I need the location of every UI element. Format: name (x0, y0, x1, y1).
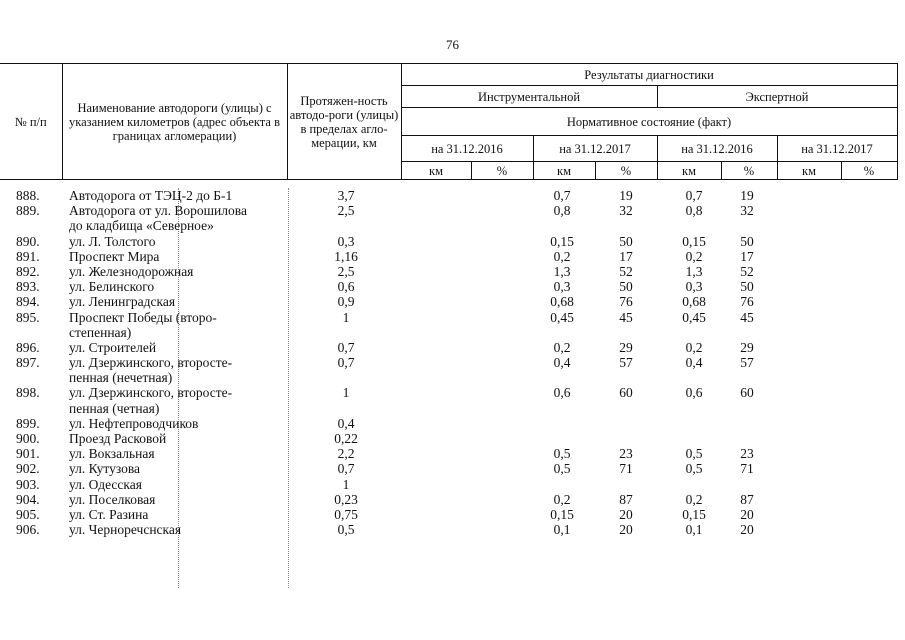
cell-ipct: 76 (619, 294, 633, 310)
cell-ikm: 0,5 (553, 446, 571, 462)
cell-road-name: ул. Поселковая (69, 491, 156, 507)
header-instrumental: Инструментальной (401, 86, 657, 108)
cell-ipct: 19 (619, 188, 633, 203)
cell-ekm: 0,2 (685, 248, 703, 264)
cell-ikm: 0,7 (553, 188, 571, 203)
cell-num: 901. (16, 446, 40, 462)
cell-epct: 23 (740, 446, 754, 462)
cell-road-name: Автодорога от ТЭЦ-2 до Б-1 (69, 188, 233, 203)
cell-epct: 20 (740, 507, 754, 522)
cell-len: 1 (342, 385, 350, 401)
header-expert: Экспертной (657, 86, 897, 108)
header-unit-pct: % (721, 162, 777, 180)
cell-len: 0,6 (337, 279, 355, 295)
cell-road-name: пенная (четная) (69, 400, 160, 416)
cell-ekm: 0,2 (685, 491, 703, 507)
cell-ipct: 23 (619, 446, 633, 462)
table-row (0, 431, 905, 446)
cell-ipct: 52 (619, 263, 633, 279)
cell-ekm: 0,5 (685, 446, 703, 462)
cell-epct: 50 (740, 279, 754, 295)
cell-epct: 19 (740, 188, 754, 203)
cell-num: 889. (16, 203, 40, 219)
cell-epct: 71 (740, 461, 754, 477)
header-results: Результаты диагностики (401, 64, 897, 86)
cell-len: 1 (342, 476, 350, 492)
cell-ikm: 0,1 (553, 522, 571, 538)
cell-num: 904. (16, 491, 40, 507)
cell-ipct: 17 (619, 248, 633, 264)
cell-ekm: 0,3 (685, 279, 703, 295)
cell-road-name: ул. Л. Толстого (69, 233, 156, 249)
cell-epct: 17 (740, 248, 754, 264)
cell-num: 888. (16, 188, 40, 203)
cell-ekm: 0,2 (685, 339, 703, 355)
header-date: на 31.12.2016 (657, 136, 777, 162)
cell-epct: 45 (740, 309, 754, 325)
header-length: Протяжен-ность автодо-роги (улицы) в пределах агло-мерации, км (287, 64, 401, 180)
cell-num: 903. (16, 476, 40, 492)
header-normative: Нормативное состояние (факт) (401, 108, 897, 136)
cell-road-name: ул. Дзержинского, второсте- (69, 355, 233, 371)
cell-ipct: 50 (619, 233, 633, 249)
header-date: на 31.12.2017 (777, 136, 897, 162)
cell-road-name: Проспект Мира (69, 248, 160, 264)
cell-ikm: 0,2 (553, 248, 571, 264)
cell-ikm: 0,2 (553, 491, 571, 507)
cell-num: 906. (16, 522, 40, 538)
cell-road-name: ул. Нефтепроводчиков (69, 415, 199, 431)
cell-road-name: ул. Одесская (69, 476, 142, 492)
table-row (0, 279, 905, 294)
cell-road-name: пенная (нечетная) (69, 370, 173, 386)
table-row (0, 249, 905, 264)
cell-ipct: 71 (619, 461, 633, 477)
cell-ikm: 0,5 (553, 461, 571, 477)
table-row (0, 446, 905, 461)
header-date: на 31.12.2017 (533, 136, 657, 162)
cell-num: 893. (16, 279, 40, 295)
cell-road-name: Автодорога от ул. Ворошилова (69, 203, 247, 219)
cell-epct: 57 (740, 355, 754, 371)
cell-len: 0,75 (334, 507, 358, 522)
cell-ekm: 0,4 (685, 355, 703, 371)
table-row (0, 340, 905, 355)
cell-len: 0,22 (334, 431, 358, 447)
header-unit-km: км (533, 162, 595, 180)
cell-ekm: 0,45 (682, 309, 706, 325)
cell-ikm: 0,15 (550, 507, 574, 522)
header-road-name: Наименование автодороги (улицы) с указанием километров (адрес объекта в границах агломерации) (62, 64, 287, 180)
table-row (0, 234, 905, 249)
cell-num: 900. (16, 431, 40, 447)
table-row (0, 416, 905, 431)
cell-epct: 29 (740, 339, 754, 355)
cell-ekm: 0,8 (685, 203, 703, 219)
table-row (0, 264, 905, 279)
cell-num: 897. (16, 355, 40, 371)
cell-ipct: 57 (619, 355, 633, 371)
header-unit-pct: % (595, 162, 657, 180)
cell-epct: 20 (740, 522, 754, 538)
table-row (0, 203, 905, 233)
cell-ipct: 20 (619, 507, 633, 522)
cell-road-name: ул. Белинского (69, 279, 155, 295)
cell-ipct: 60 (619, 385, 633, 401)
cell-road-name: ул. Дзержинского, второсте- (69, 385, 233, 401)
cell-epct: 76 (740, 294, 754, 310)
cell-len: 0,23 (334, 491, 358, 507)
cell-ikm: 0,2 (553, 339, 571, 355)
cell-ikm: 1,3 (553, 263, 571, 279)
header-number: № п/п (0, 64, 62, 180)
cell-len: 2,5 (337, 263, 355, 279)
table-row (0, 294, 905, 309)
cell-epct: 50 (740, 233, 754, 249)
cell-ekm: 0,7 (685, 188, 703, 203)
cell-len: 0,7 (337, 339, 355, 355)
cell-road-name: степенная) (69, 324, 132, 340)
cell-road-name: ул. Железнодорожная (69, 263, 194, 279)
cell-ipct: 45 (619, 309, 633, 325)
cell-ipct: 32 (619, 203, 633, 219)
cell-road-name: ул. Ленинградская (69, 294, 176, 310)
cell-num: 895. (16, 309, 40, 325)
header-unit-km: км (401, 162, 471, 180)
header-unit-pct: % (471, 162, 533, 180)
cell-epct: 32 (740, 203, 754, 219)
cell-road-name: ул. Вокзальная (69, 446, 155, 462)
cell-road-name: Проезд Расковой (69, 431, 167, 447)
cell-epct: 60 (740, 385, 754, 401)
cell-ipct: 50 (619, 279, 633, 295)
cell-road-name: ул. Строителей (69, 339, 157, 355)
cell-epct: 87 (740, 491, 754, 507)
page-number: 76 (446, 37, 459, 52)
cell-len: 0,7 (337, 461, 355, 477)
cell-road-name: ул. Черноречснская (69, 522, 182, 538)
cell-num: 890. (16, 233, 40, 249)
cell-len: 3,7 (337, 188, 355, 203)
cell-ipct: 87 (619, 491, 633, 507)
table-row (0, 385, 905, 415)
cell-ikm: 0,68 (550, 294, 574, 310)
cell-len: 0,9 (337, 294, 355, 310)
cell-num: 894. (16, 294, 40, 310)
cell-num: 905. (16, 507, 40, 522)
cell-ikm: 0,6 (553, 385, 571, 401)
cell-ekm: 1,3 (685, 263, 703, 279)
table-row (0, 310, 905, 340)
table-row (0, 522, 905, 537)
cell-ekm: 0,1 (685, 522, 703, 538)
header-unit-pct: % (841, 162, 897, 180)
cell-ikm: 0,3 (553, 279, 571, 295)
table-row (0, 492, 905, 507)
cell-len: 2,2 (337, 446, 355, 462)
cell-num: 896. (16, 339, 40, 355)
header-unit-km: км (777, 162, 841, 180)
cell-ikm: 0,15 (550, 233, 574, 249)
cell-ekm: 0,15 (682, 507, 706, 522)
cell-road-name: Проспект Победы (второ- (69, 309, 217, 325)
cell-ekm: 0,6 (685, 385, 703, 401)
table-body (0, 188, 905, 537)
cell-ipct: 29 (619, 339, 633, 355)
cell-len: 0,3 (337, 233, 355, 249)
cell-num: 898. (16, 385, 40, 401)
cell-num: 892. (16, 263, 40, 279)
cell-len: 0,4 (337, 415, 355, 431)
cell-len: 0,7 (337, 355, 355, 371)
cell-road-name: ул. Кутузова (69, 461, 141, 477)
table-header (0, 63, 898, 180)
cell-road-name: ул. Ст. Разина (69, 507, 149, 522)
table-row (0, 355, 905, 385)
table-row (0, 188, 905, 203)
cell-ikm: 0,8 (553, 203, 571, 219)
header-date: на 31.12.2016 (401, 136, 533, 162)
table-row (0, 461, 905, 476)
cell-ikm: 0,4 (553, 355, 571, 371)
cell-len: 1 (342, 309, 350, 325)
cell-road-name: до кладбища «Северное» (69, 218, 214, 234)
cell-len: 2,5 (337, 203, 355, 219)
cell-num: 899. (16, 415, 40, 431)
table-row (0, 507, 905, 522)
cell-ekm: 0,68 (682, 294, 706, 310)
cell-num: 902. (16, 461, 40, 477)
cell-len: 1,16 (334, 248, 358, 264)
cell-epct: 52 (740, 263, 754, 279)
table-row (0, 477, 905, 492)
cell-len: 0,5 (337, 522, 355, 538)
cell-ekm: 0,5 (685, 461, 703, 477)
cell-ikm: 0,45 (550, 309, 574, 325)
cell-ekm: 0,15 (682, 233, 706, 249)
cell-num: 891. (16, 248, 40, 264)
cell-ipct: 20 (619, 522, 633, 538)
header-unit-km: км (657, 162, 721, 180)
